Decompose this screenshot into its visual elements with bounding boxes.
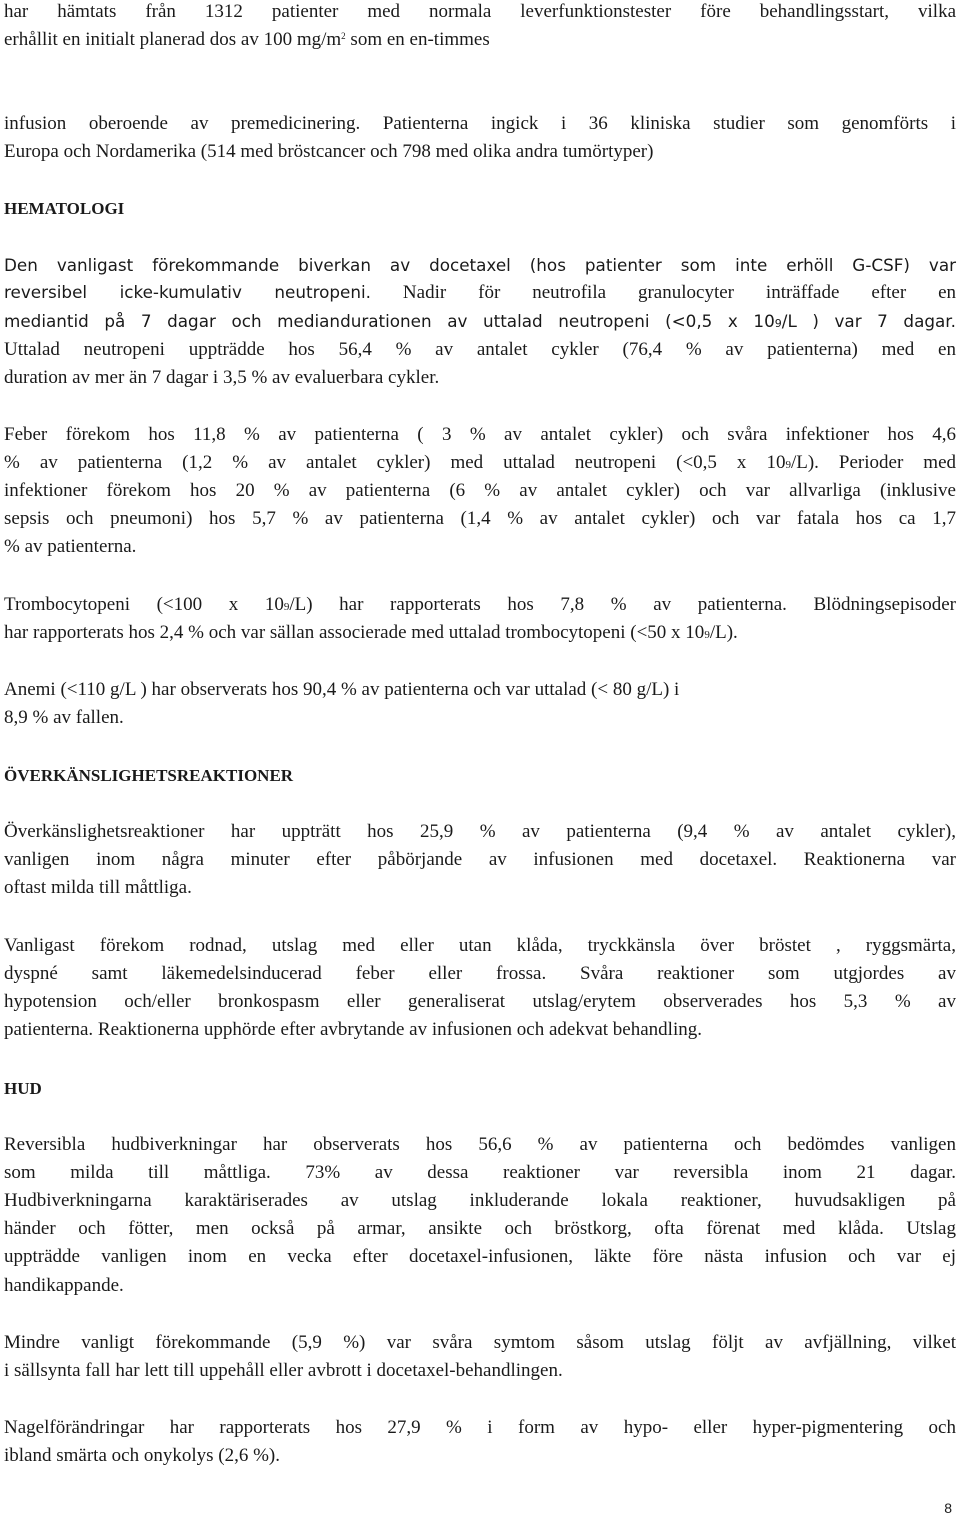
paragraph-line: Den vanligast förekommande biverkan av docetaxel (hos patienter som inte erhöll G-CSF) var [4, 255, 956, 275]
paragraph-line: i sällsynta fall har lett till uppehåll eller avbrott i docetaxel-behandlingen. [4, 1360, 563, 1381]
intro-line: infusion oberoende av premedicinering. Patienterna ingick i 36 kliniska studier som genomförts i [4, 113, 956, 134]
paragraph-line: Uttalad neutropeni uppträdde hos 56,4 % av antalet cykler (76,4 % av patienterna) med en [4, 339, 956, 360]
intro-line: erhållit en initialt planerad dos av 100 $mg/m^2$ som en en-timmes [4, 29, 490, 50]
intro-line: Europa och Nordamerika (514 med bröstcancer och 798 med olika andra tumörtyper) [4, 141, 654, 162]
intro-line: har hämtats från 1312 patienter med normala leverfunktionstester före behandlingsstart, vilka [4, 1, 956, 22]
paragraph-line: som milda till måttliga. 73% av dessa reaktioner var reversibla inom 21 dagar. [4, 1162, 956, 1183]
paragraph-line: Vanligast förekom rodnad, utslag med eller utan klåda, tryckkänsla över bröstet , ryggsmärta, [4, 935, 956, 956]
paragraph-line: infektioner förekom hos 20 % av patienterna (6 % av antalet cykler) och var allvarliga (inklusive [4, 480, 956, 501]
paragraph-line: har rapporterats hos 2,4 % och var sällan associerade med uttalad trombocytopeni (<50 x 109/L). [4, 622, 738, 643]
paragraph-line: % av patienterna (1,2 % av antalet cykler) med uttalad neutropeni (<0,5 x 109/L). Perioder med [4, 452, 957, 473]
paragraph-line: uppträdde vanligen inom en vecka efter docetaxel-infusionen, läkte före nästa infusion och var ej [4, 1246, 956, 1267]
page-number: 8 [944, 1500, 952, 1516]
paragraph-line: vanligen inom några minuter efter påbörjande av infusionen med docetaxel. Reaktionerna var [4, 849, 956, 870]
paragraph-line: % av patienterna. [4, 536, 137, 557]
paragraph-line: handikappande. [4, 1275, 124, 1296]
paragraph-line: sepsis och pneumoni) hos 5,7 % av patienterna (1,4 % av antalet cykler) och var fatala hos ca 1,7 [4, 508, 956, 529]
paragraph-line: Trombocytopeni (<100 x 109/L) har rapporterats hos 7,8 % av patienterna. Blödningsepisoder [4, 594, 957, 615]
paragraph-line: Mindre vanligt förekommande (5,9 %) var svåra symtom såsom utslag följt av avfjällning, vilket [4, 1332, 956, 1353]
paragraph-line: händer och fötter, men också på armar, ansikte och bröstkorg, ofta förenat med klåda. Utslag [4, 1218, 956, 1239]
paragraph-line: ibland smärta och onykolys (2,6 %). [4, 1445, 280, 1466]
paragraph-line: Hudbiverkningarna karaktäriserades av utslag inkluderande lokala reaktioner, huvudsakligen på [4, 1190, 956, 1211]
section-heading-overkanslighet: ÖVERKÄNSLIGHETSREAKTIONER [4, 766, 294, 785]
paragraph-line: 8,9 % av fallen. [4, 707, 124, 728]
section-heading-hud: HUD [4, 1079, 42, 1098]
paragraph-line: Reversibla hudbiverkningar har observerats hos 56,6 % av patienterna och bedömdes vanligen [4, 1134, 956, 1155]
paragraph-line: Överkänslighetsreaktioner har uppträtt hos 25,9 % av patienterna (9,4 % av antalet cykler), [4, 821, 956, 842]
paragraph-line: Nagelförändringar har rapporterats hos 27,9 % i form av hypo- eller hyper-pigmentering och [4, 1417, 956, 1438]
section-heading-hematologi: HEMATOLOGI [4, 199, 125, 218]
paragraph-line: oftast milda till måttliga. [4, 877, 192, 898]
paragraph-line: mediantid på 7 dagar och mediandurationen av uttalad neutropeni (<0,5 x 109/L ) var 7 dagar. [4, 311, 956, 331]
paragraph-line: Feber förekom hos 11,8 % av patienterna ( 3 % av antalet cykler) och svåra infektioner hos 4,6 [4, 424, 956, 445]
paragraph-line: patienterna. Reaktionerna upphörde efter avbrytande av infusionen och adekvat behandling. [4, 1019, 702, 1040]
paragraph-line: Anemi (<110 g/L ) har observerats hos 90,4 % av patienterna och var uttalad (< 80 g/L) i [4, 679, 680, 700]
paragraph-line: dyspné samt läkemedelsinducerad feber eller frossa. Svåra reaktioner som utgjordes av [4, 963, 956, 984]
paragraph-line: reversibel icke-kumulativ neutropeni. Nadir för neutrofila granulocyter inträffade efter en [4, 282, 956, 303]
paragraph-line: hypotension och/eller bronkospasm eller generaliserat utslag/erytem observerades hos 5,3 % av [4, 991, 956, 1012]
paragraph-line: duration av mer än 7 dagar i 3,5 % av evaluerbara cykler. [4, 367, 440, 388]
